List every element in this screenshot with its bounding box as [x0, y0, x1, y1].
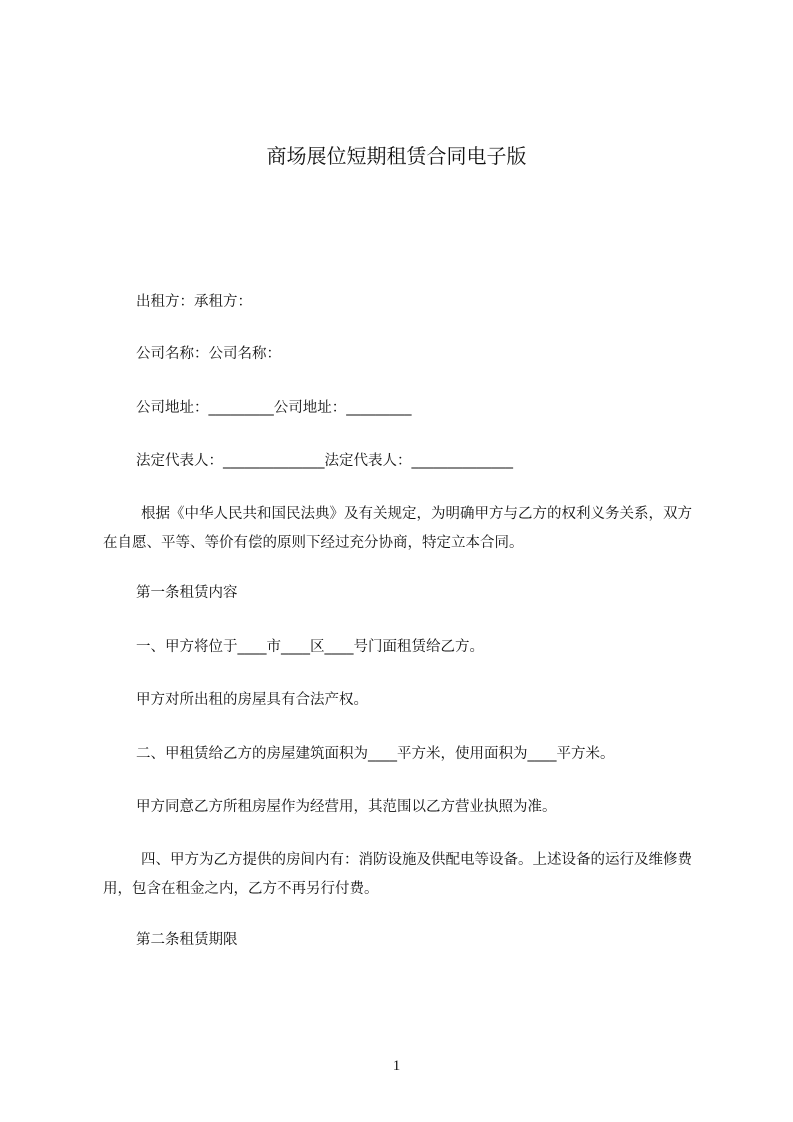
- document-title: 商场展位短期租赁合同电子版: [266, 144, 527, 168]
- clause-1: 一、甲方将位于____市____区____号门面租赁给乙方。: [136, 639, 484, 655]
- company-name-line: 公司名称：公司名称：: [136, 346, 281, 362]
- article-1-heading: 第一条租赁内容: [136, 585, 238, 601]
- article-2-heading: 第二条租赁期限: [136, 932, 238, 948]
- clause-4-paragraph: 四、甲方为乙方提供的房间内有：消防设施及供配电等设备。上述设备的运行及维修费用，包含在租金之内，乙方不再另行付费。: [103, 852, 692, 897]
- page-number: 1: [392, 1058, 401, 1074]
- preamble-paragraph: 根据《中华人民共和国民法典》及有关规定，为明确甲方与乙方的权利义务关系，双方在自愿、平等、等价有偿的原则下经过充分协商，特定立本合同。: [103, 506, 692, 551]
- company-address-line: 公司地址：_________公司地址：_________: [136, 400, 412, 416]
- clause-2: 二、甲租赁给乙方的房屋建筑面积为____平方米，使用面积为____平方米。: [136, 746, 615, 762]
- parties-line: 出租方：承租方：: [136, 294, 252, 310]
- clause-2-note: 甲方同意乙方所租房屋作为经营用，其范围以乙方营业执照为准。: [136, 799, 557, 815]
- legal-representative-line: 法定代表人：______________法定代表人：______________: [136, 453, 513, 469]
- clause-1-note: 甲方对所出租的房屋具有合法产权。: [136, 692, 368, 708]
